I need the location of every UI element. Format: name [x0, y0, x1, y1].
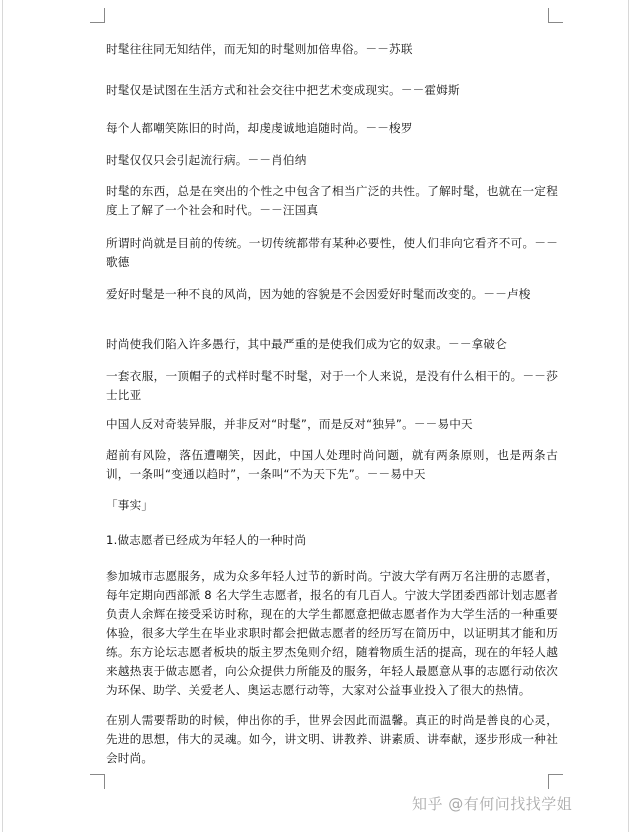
section-heading: 「事实」	[106, 498, 154, 512]
quote-paragraph: 时髦往往同无知结伴，而无知的时髦则加倍卑俗。－－苏联	[106, 42, 413, 56]
watermark-text: 知乎 @有何问找找学姐	[412, 795, 573, 813]
quote-paragraph: 每个人都嘲笑陈旧的时尚，却虔虔诚地追随时尚。－－梭罗	[106, 121, 413, 135]
subheading: 1.做志愿者已经成为年轻人的一种时尚	[106, 533, 307, 547]
quote-paragraph: 时髦的东西，总是在突出的个性之中包含了相当广泛的共性。了解时髦，也就在一定程度上了解了一个社会和时代。－－汪国真	[106, 184, 558, 217]
quote-paragraph: 爱好时髦是一种不良的风尚，因为她的容貌是不会因爱好时髦而改变的。－－卢梭	[106, 287, 531, 301]
crop-mark-top-right	[548, 8, 563, 23]
quote-paragraph: 中国人反对奇装异服，并非反对“时髦”，而是反对“独异”。－－易中天	[106, 417, 473, 431]
right-margin-line	[628, 0, 629, 832]
quote-paragraph: 所谓时尚就是目前的传统。一切传统都带有某种必要性，使人们非向它看齐不可。－－歌德	[106, 236, 558, 269]
crop-mark-bottom-right	[548, 774, 563, 789]
quote-paragraph: 时尚使我们陷入许多愚行，其中最严重的是使我们成为它的奴隶。－－拿破仑	[106, 337, 507, 351]
crop-mark-bottom-left	[90, 774, 105, 789]
body-paragraph: 参加城市志愿服务，成为众多年轻人过节的新时尚。宁波大学有两万名注册的志愿者，每年定期向西部派 8 名大学生志愿者，报名的有几百人。宁波大学团委西部计划志愿者负责人余辉在接受采访时称，现在的大学生都愿意把做志愿者作为大学生活的一种重要体验，很多大学生在毕业求职时都会把做志愿者的经历写在简历中，以证明其才能和历练。东方论坛志愿者板块的版主罗杰兔则介绍，随着物质生活的提高，现在的年轻人越来越热衷于做志愿者，向公众提供力所能及的服务，年轻人最愿意从事的志愿行动依次为环保、助学、关爱老人、奥运志愿行动等，大家对公益事业投入了很大的热情。	[106, 569, 558, 697]
quote-paragraph: 时髦仅是试图在生活方式和社会交往中把艺术变成现实。－－霍姆斯	[106, 83, 460, 97]
quote-paragraph: 超前有风险，落伍遭嘲笑，因此，中国人处理时尚问题，就有两条原则，也是两条古训，一条叫“变通以趋时”，一条叫“不为天下先”。－－易中天	[106, 448, 558, 481]
quote-paragraph: 一套衣服，一顶帽子的式样时髦不时髦，对于一个人来说，是没有什么相干的。－－莎士比亚	[106, 369, 558, 402]
crop-mark-top-left	[90, 8, 105, 23]
body-paragraph: 在别人需要帮助的时候，伸出你的手，世界会因此而温馨。真正的时尚是善良的心灵，先进的思想，伟大的灵魂。如今，讲文明、讲教养、讲素质、讲奉献，逐步形成一种社会时尚。	[106, 713, 558, 765]
quote-paragraph: 时髦仅仅只会引起流行病。－－肖伯纳	[106, 153, 307, 167]
left-margin-line	[2, 0, 3, 832]
